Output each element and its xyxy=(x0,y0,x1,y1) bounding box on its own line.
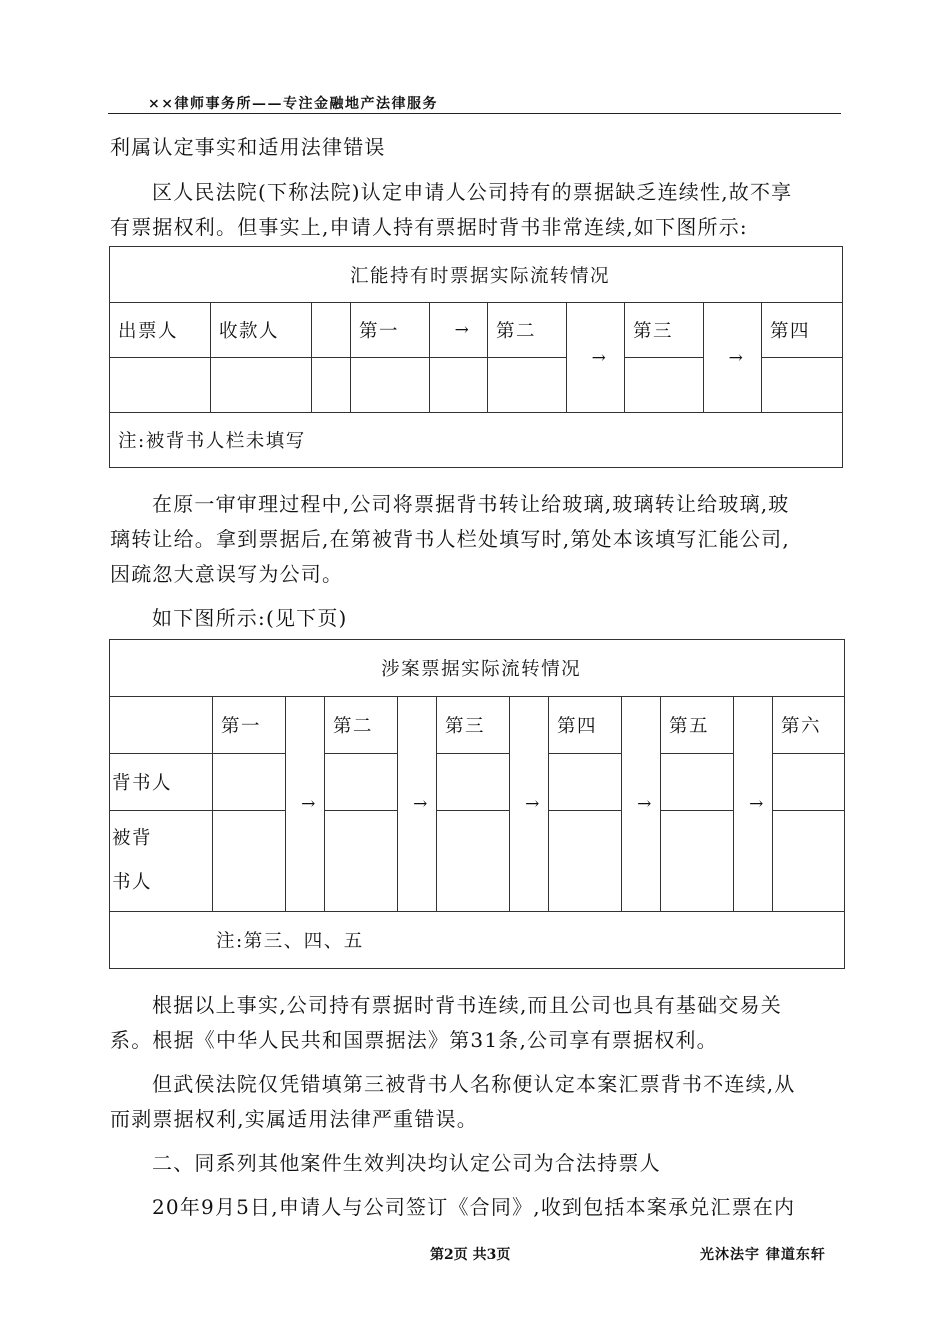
column-header-second: 第二 xyxy=(488,303,567,358)
column-header-second: 第二 xyxy=(325,697,398,754)
table-holding-flow xyxy=(109,246,843,468)
row-header-endorsee xyxy=(110,811,213,912)
paragraph-line: 因疏忽大意误写为公司。 xyxy=(110,562,344,586)
table-cell xyxy=(110,358,211,413)
paragraph-line: 20年9月5日,申请人与公司签订《合同》,收到包括本案承兑汇票在内 xyxy=(152,1195,796,1219)
paragraph-line: 璃转让给。拿到票据后,在第被背书人栏处填写时,第处本该填写汇能公司, xyxy=(110,527,790,551)
arrow-icon: → xyxy=(286,697,325,912)
table-cell xyxy=(773,811,845,912)
paragraph-line: 而剥票据权利,实属适用法律严重错误。 xyxy=(110,1107,478,1131)
column-header-fifth: 第五 xyxy=(661,697,734,754)
table-cell xyxy=(437,811,510,912)
column-header-sixth: 第六 xyxy=(773,697,845,754)
table-cell xyxy=(351,358,430,413)
table-cell xyxy=(549,811,622,912)
footer-brand: 光沐法宇 律道东轩 xyxy=(700,1247,826,1263)
row-header-endorsee-line2: 书人 xyxy=(112,872,153,893)
paragraph-line: 有票据权利。但事实上,申请人持有票据时背书非常连续,如下图所示: xyxy=(110,215,748,239)
arrow-icon: → xyxy=(510,697,549,912)
header-divider xyxy=(108,113,841,114)
arrow-icon: → xyxy=(398,697,437,912)
column-header-third: 第三 xyxy=(625,303,704,358)
table-cell xyxy=(661,811,734,912)
column-header-payee: 收款人 xyxy=(211,303,312,358)
row-header-endorser: 背书人 xyxy=(110,754,213,811)
table-cell xyxy=(312,303,351,358)
arrow-icon: → xyxy=(430,303,488,358)
column-header-drawer: 出票人 xyxy=(110,303,211,358)
table-cell xyxy=(430,358,488,413)
table-cell xyxy=(110,697,213,754)
table-cell xyxy=(325,811,398,912)
column-header-first: 第一 xyxy=(351,303,430,358)
table-cell xyxy=(325,754,398,811)
table-title: 涉案票据实际流转情况 xyxy=(110,640,845,697)
table-cell xyxy=(625,358,704,413)
row-header-endorsee-line1: 被背 xyxy=(112,828,153,849)
paragraph-line: 在原一审审理过程中,公司将票据背书转让给玻璃,玻璃转让给玻璃,玻 xyxy=(152,492,790,516)
table-cell xyxy=(213,754,286,811)
arrow-icon: → xyxy=(704,303,762,413)
paragraph-line: 区人民法院(下称法院)认定申请人公司持有的票据缺乏连续性,故不享 xyxy=(152,180,793,204)
column-header-first: 第一 xyxy=(213,697,286,754)
page-number: 第2页 共3页 xyxy=(430,1247,511,1263)
table-note: 注:被背书人栏未填写 xyxy=(110,413,843,468)
arrow-icon: → xyxy=(734,697,773,912)
table-cell xyxy=(213,811,286,912)
table-cell xyxy=(549,754,622,811)
arrow-icon: → xyxy=(622,697,661,912)
table-note: 注:第三、四、五 xyxy=(110,912,845,969)
table-cell xyxy=(437,754,510,811)
table-cell xyxy=(773,754,845,811)
column-header-fourth: 第四 xyxy=(549,697,622,754)
table-cell xyxy=(661,754,734,811)
header-firm-name: ××律师事务所——专注金融地产法律服务 xyxy=(148,96,438,112)
column-header-third: 第三 xyxy=(437,697,510,754)
paragraph-line: 但武侯法院仅凭错填第三被背书人名称便认定本案汇票背书不连续,从 xyxy=(152,1072,796,1096)
paragraph-line: 系。根据《中华人民共和国票据法》第31条,公司享有票据权利。 xyxy=(110,1028,718,1052)
table-case-flow xyxy=(109,639,845,969)
paragraph-line: 如下图所示:(见下页) xyxy=(152,606,348,630)
table-cell xyxy=(488,358,567,413)
paragraph-line: 利属认定事实和适用法律错误 xyxy=(110,135,386,159)
paragraph-line: 根据以上事实,公司持有票据时背书连续,而且公司也具有基础交易关 xyxy=(152,993,782,1017)
section-heading: 二、同系列其他案件生效判决均认定公司为合法持票人 xyxy=(152,1151,661,1175)
arrow-icon: → xyxy=(567,303,625,413)
column-header-fourth: 第四 xyxy=(762,303,843,358)
table-title: 汇能持有时票据实际流转情况 xyxy=(110,247,843,303)
table-cell xyxy=(762,358,843,413)
table-cell xyxy=(211,358,312,413)
table-cell xyxy=(312,358,351,413)
